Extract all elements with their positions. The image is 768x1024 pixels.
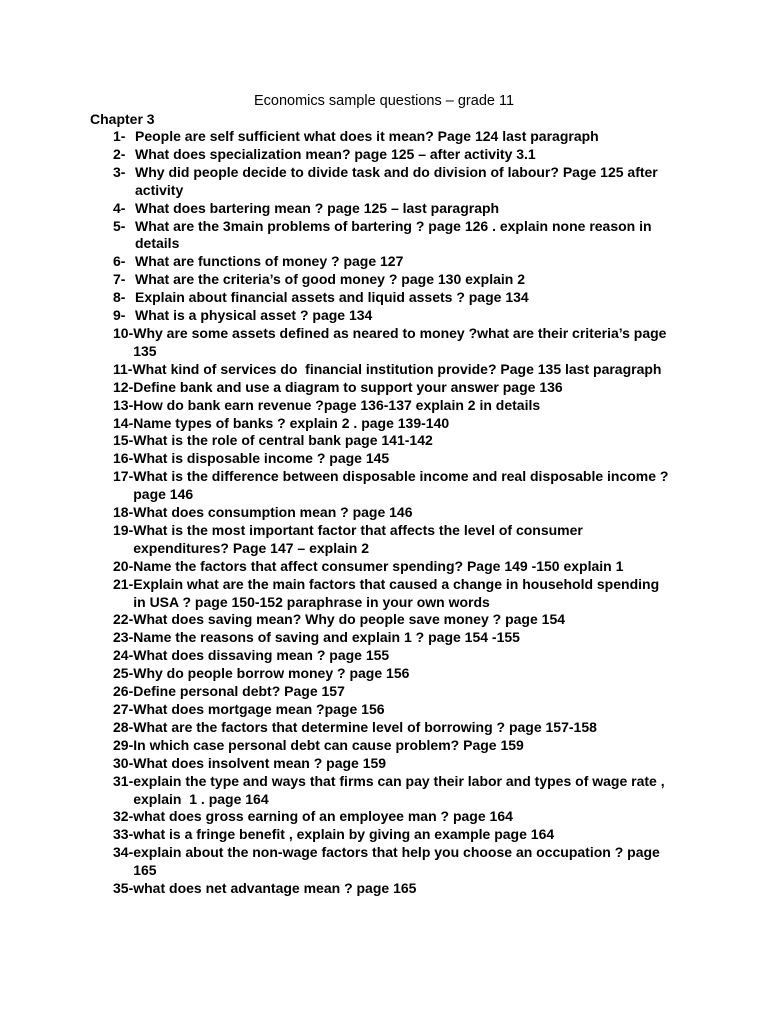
- question-item: [113, 683, 673, 701]
- question-number: 25-: [113, 665, 134, 682]
- question-item: [113, 253, 673, 271]
- question-number: 15-: [113, 432, 134, 449]
- question-text: What are the 3main problems of bartering ? page 126 . explain none reason in details: [135, 217, 656, 252]
- question-number: 6-: [113, 253, 126, 270]
- question-text: What does specialization mean? page 125 – after activity 3.1: [135, 145, 536, 162]
- question-item: [113, 611, 673, 629]
- question-number: 10-: [113, 324, 134, 341]
- question-item: [113, 737, 673, 755]
- question-number: 29-: [113, 736, 134, 753]
- question-text: explain about the non-wage factors that help you choose an occupation ? page 165: [133, 844, 664, 879]
- question-text: What does dissaving mean ? page 155: [133, 647, 390, 664]
- question-number: 2-: [113, 145, 126, 162]
- question-text: What are the factors that determine level of borrowing ? page 157-158: [133, 718, 597, 735]
- question-number: 35-: [113, 880, 134, 897]
- question-text: What does saving mean? Why do people save money ? page 154: [133, 611, 566, 628]
- question-number: 11-: [113, 360, 133, 377]
- question-item: [113, 397, 673, 415]
- question-text: What is the most important factor that affects the level of consumer expenditures? Page 147 – explain 2: [133, 521, 587, 556]
- question-item: [113, 844, 673, 880]
- question-number: 13-: [113, 396, 134, 413]
- question-item: [113, 379, 673, 397]
- question-item: [113, 361, 673, 379]
- question-number: 7-: [113, 271, 126, 288]
- question-text: Define bank and use a diagram to support your answer page 136: [133, 378, 563, 395]
- question-item: [113, 164, 673, 200]
- question-item: [113, 880, 673, 898]
- question-item: [113, 450, 673, 468]
- question-item: [113, 325, 673, 361]
- question-number: 23-: [113, 629, 134, 646]
- question-text: What are functions of money ? page 127: [135, 253, 404, 270]
- question-item: [113, 701, 673, 719]
- question-item: [113, 558, 673, 576]
- question-text: what does net advantage mean ? page 165: [133, 880, 417, 897]
- question-item: [113, 289, 673, 307]
- question-number: 18-: [113, 504, 134, 521]
- question-item: [113, 755, 673, 773]
- document-title: Economics sample questions – grade 11: [253, 93, 515, 109]
- question-item: [113, 468, 673, 504]
- question-text: what does gross earning of an employee man ? page 164: [133, 808, 513, 825]
- question-text: In which case personal debt can cause problem? Page 159: [133, 736, 524, 753]
- question-number: 20-: [113, 557, 134, 574]
- question-item: [113, 826, 673, 844]
- question-number: 33-: [113, 826, 134, 843]
- question-item: [113, 773, 673, 809]
- question-item: [113, 415, 673, 433]
- question-text: What is disposable income ? page 145: [133, 450, 390, 467]
- question-text: Explain about financial assets and liquid assets ? page 134: [135, 289, 529, 306]
- question-text: Why are some assets defined as neared to money ?what are their criteria’s page 135: [133, 324, 671, 359]
- question-number: 34-: [113, 844, 134, 861]
- question-item: [113, 665, 673, 683]
- question-text: What kind of services do financial institution provide? Page 135 last paragraph: [132, 360, 662, 377]
- question-number: 24-: [113, 647, 134, 664]
- question-text: What does bartering mean ? page 125 – last paragraph: [135, 199, 500, 216]
- question-text: What does mortgage mean ?page 156: [133, 701, 385, 717]
- question-text: Name the factors that affect consumer spending? Page 149 -150 explain 1: [133, 557, 624, 574]
- question-text: Explain what are the main factors that caused a change in household spending in USA ? page 150-152 paraphrase in your own words: [133, 575, 664, 610]
- question-text: What are the criteria’s of good money ? page 130 explain 2: [135, 271, 526, 288]
- question-text: What is a physical asset ? page 134: [135, 307, 373, 324]
- question-number: 31-: [113, 772, 134, 789]
- question-text: What does consumption mean ? page 146: [133, 504, 413, 521]
- question-item: [113, 432, 673, 450]
- question-number: 5-: [113, 217, 126, 234]
- question-text: Name the reasons of saving and explain 1 ? page 154 -155: [133, 629, 520, 646]
- question-text: Define personal debt? Page 157: [133, 683, 345, 700]
- question-number: 28-: [113, 718, 134, 735]
- question-item: [113, 218, 673, 254]
- question-number: 30-: [113, 754, 134, 771]
- question-text: People are self sufficient what does it mean? Page 124 last paragraph: [135, 128, 599, 144]
- chapter-heading: Chapter 3: [90, 111, 155, 127]
- question-number: 14-: [113, 414, 134, 431]
- question-number: 3-: [113, 163, 126, 180]
- question-number: 8-: [113, 289, 126, 306]
- question-item: [113, 647, 673, 665]
- question-text: explain the type and ways that firms can pay their labor and types of wage rate , explain 1 . page 164: [133, 772, 669, 807]
- question-text: What is the role of central bank page 141-142: [133, 432, 433, 449]
- question-item: [113, 200, 673, 218]
- question-number: 9-: [113, 307, 126, 324]
- question-item: [113, 271, 673, 289]
- question-number: 17-: [113, 468, 134, 485]
- question-text: Why do people borrow money ? page 156: [133, 665, 410, 682]
- question-list: [113, 128, 673, 898]
- question-item: [113, 576, 673, 612]
- question-item: [113, 128, 673, 146]
- question-item: [113, 146, 673, 164]
- question-number: 21-: [113, 575, 134, 592]
- question-item: [113, 307, 673, 325]
- question-text: Why did people decide to divide task and do division of labour? Page 125 after activity: [135, 163, 662, 198]
- question-number: 19-: [113, 521, 134, 538]
- question-text: What is the difference between disposable income and real disposable income ? page 146: [133, 468, 673, 503]
- question-text: How do bank earn revenue ?page 136-137 explain 2 in details: [133, 396, 541, 413]
- question-number: 27-: [113, 701, 134, 717]
- question-text: what is a fringe benefit , explain by giving an example page 164: [133, 826, 555, 843]
- question-item: [113, 808, 673, 826]
- question-number: 32-: [113, 808, 134, 825]
- question-text: Name types of banks ? explain 2 . page 139-140: [133, 414, 450, 431]
- question-text: What does insolvent mean ? page 159: [133, 754, 387, 771]
- question-item: [113, 504, 673, 522]
- question-item: [113, 719, 673, 737]
- question-number: 1-: [113, 128, 126, 144]
- question-item: [113, 522, 673, 558]
- question-number: 16-: [113, 450, 134, 467]
- question-number: 4-: [113, 199, 126, 216]
- question-item: [113, 629, 673, 647]
- question-number: 26-: [113, 683, 134, 700]
- question-number: 22-: [113, 611, 134, 628]
- question-number: 12-: [113, 378, 134, 395]
